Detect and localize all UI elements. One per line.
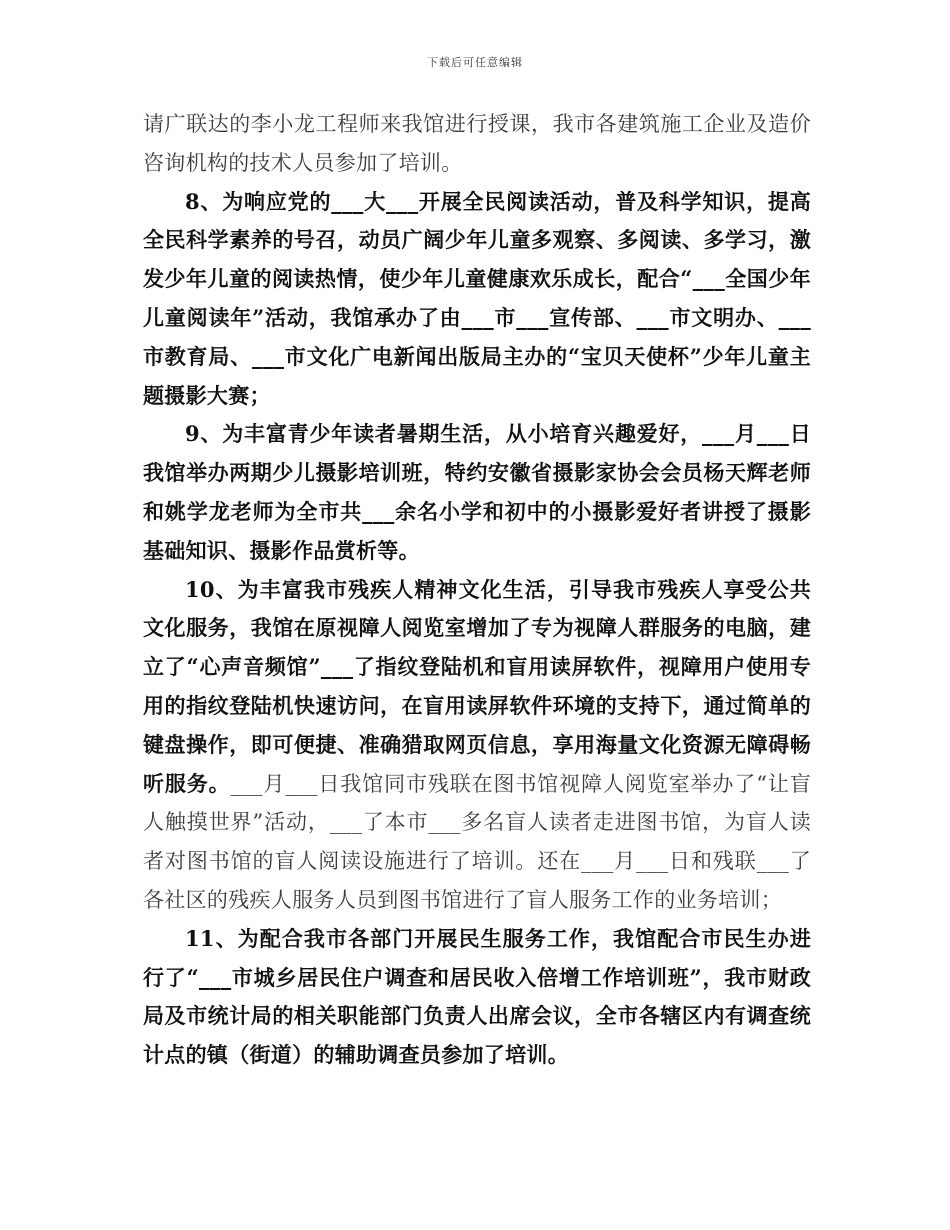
paragraph-item-8 [143,183,811,416]
paragraph-item-9 [143,415,811,570]
paragraph-text: 11、为配合我市各部门开展民生服务工作，我馆配合市民生办进行了“___市城乡居民住户调查和居民收入倍增工作培训班”，我市财政局及市统计局的相关职能部门负责人出席会议，全市各辖区内有调查统计点的镇（街道）的辅助调查员参加了培训。 [143,925,811,1068]
paragraph-text: 9、为丰富青少年读者暑期生活，从小培育兴趣爱好，___月___日我馆举办两期少儿摄影培训班，特约安徽省摄影家协会会员杨天辉老师和姚学龙老师为全市共___余名小学和初中的小摄影爱好者讲授了摄影基础知识、摄影作品赏析等。 [143,421,811,563]
paragraph-continuation [143,105,811,183]
page-header-note: 下载后可任意编辑 [427,56,523,69]
paragraph-text: 8、为响应党的___大___开展全民阅读活动，普及科学知识，提高全民科学素养的号召，动员广阔少年儿童多观察、多阅读、多学习，激发少年儿童的阅读热情，使少年儿童健康欢乐成长，配合“___全国少年儿童阅读年”活动，我馆承办了由___市___宣传部、___市文明办、___市教育局、___市文化广电新闻出版局主办的“宝贝天使杯”少年儿童主题摄影大赛； [143,188,811,408]
paragraph-text: 请广联达的李小龙工程师来我馆进行授课，我市各建筑施工企业及造价咨询机构的技术人员参加了培训。 [143,112,811,175]
paragraph-text-bold: 10、为丰富我市残疾人精神文化生活，引导我市残疾人享受公共文化服务，我馆在原视障人阅览室增加了专为视障人群服务的电脑，建立了“心声音频馆”___了指纹登陆机和盲用读屏软件，视障用户使用专用的指纹登陆机快速访问，在盲用读屏软件环境的支持下，通过简单的键盘操作，即可便捷、准确猎取网页信息，享用海量文化资源无障碍畅听服务。 [143,576,811,796]
paragraph-text-light: ___月___日我馆同市残联在图书馆视障人阅览室举办了“让盲人触摸世界”活动，___了本市___多名盲人读者走进图书馆，为盲人读者对图书馆的盲人阅读设施进行了培训。还在___月___日和残联___了各社区的残疾人服务人员到图书馆进行了盲人服务工作的业务培训； [143,771,812,912]
paragraph-item-11 [143,920,811,1075]
paragraph-item-10 [143,571,811,920]
document-body [143,105,811,1075]
